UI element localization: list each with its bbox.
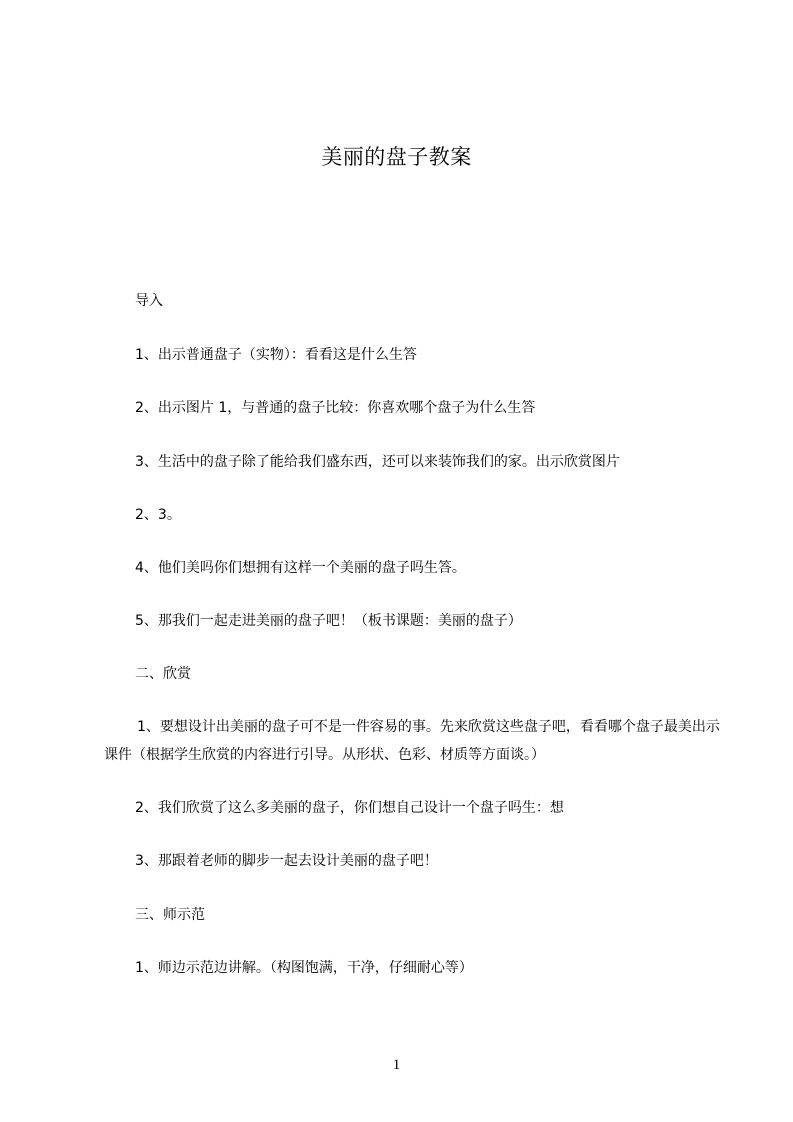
body-line: 1、师边示范边讲解。（构图饱满，干净，仔细耐心等） [135,960,473,976]
section-heading-appreciate: 二、欣赏 [135,666,191,682]
body-line: 2、3。 [135,507,181,523]
body-line: 4、他们美吗你们想拥有这样一个美丽的盘子吗生答。 [135,560,466,576]
body-line: 1、出示普通盘子（实物）：看看这是什么生答 [135,347,417,363]
document-title: 美丽的盘子教案 [321,145,472,169]
body-line: 2、出示图片 1，与普通的盘子比较：你喜欢哪个盘子为什么生答 [135,400,536,416]
body-line: 5、那我们一起走进美丽的盘子吧！（板书课题：美丽的盘子） [135,613,522,629]
page-number: 1 [392,1057,401,1073]
body-line: 3、生活中的盘子除了能给我们盛东西，还可以来装饰我们的家。出示欣赏图片 [135,454,620,470]
body-line: 3、那跟着老师的脚步一起去设计美丽的盘子吧！ [135,853,438,869]
section-heading-intro: 导入 [135,293,163,309]
body-line: 2、我们欣赏了这么多美丽的盘子，你们想自己设计一个盘子吗生：想 [135,800,564,816]
section-heading-demo: 三、师示范 [135,907,205,923]
body-paragraph: 1、要想设计出美丽的盘子可不是一件容易的事。先来欣赏这些盘子吧，看看哪个盘子最美出示课件（根据学生欣赏的内容进行引导。从形状、色彩、材质等方面谈。） [104,719,720,763]
